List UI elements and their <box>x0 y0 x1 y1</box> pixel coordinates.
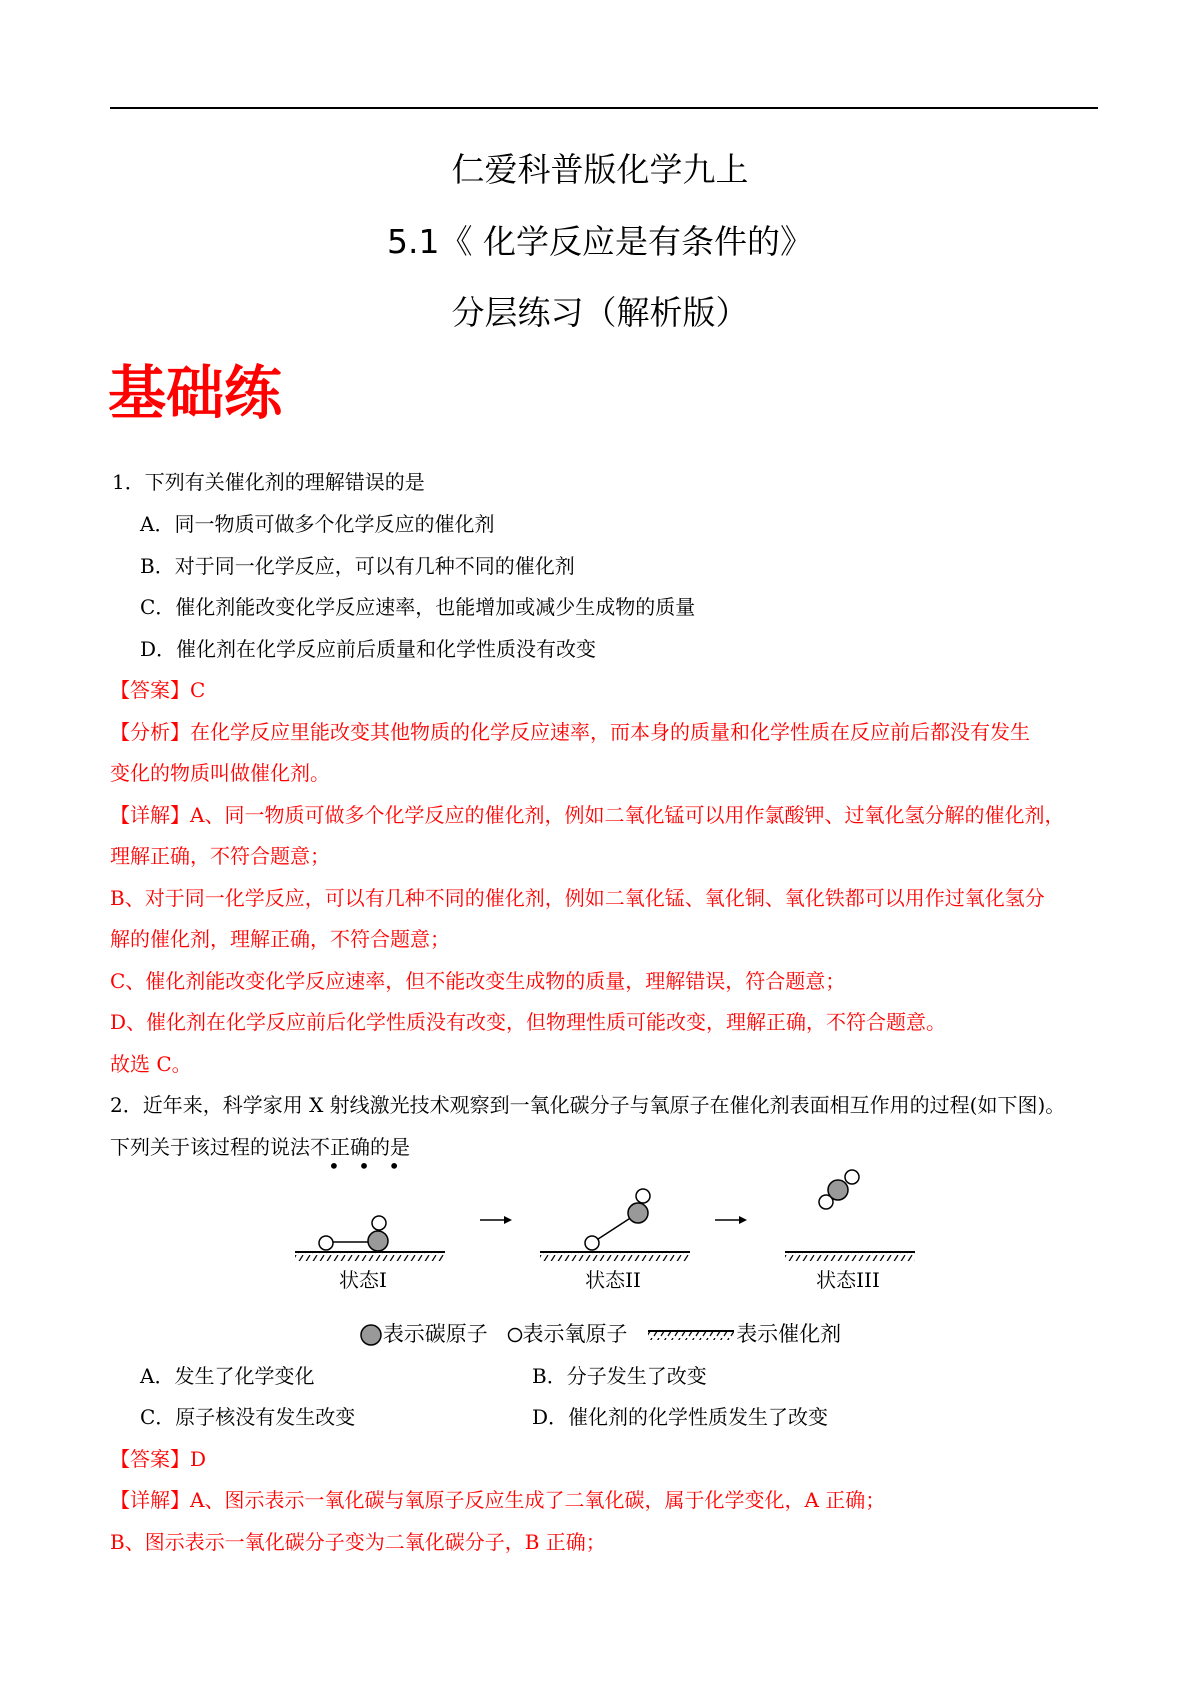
oxygen-atom <box>585 1236 599 1250</box>
arrow-icon <box>480 1216 512 1224</box>
q2-answer: 【答案】D <box>110 1447 207 1471</box>
q1-detail-line: 理解正确，不符合题意； <box>110 844 330 868</box>
legend-oxygen-label: 表示氧原子 <box>522 1321 628 1346</box>
legend-catalyst <box>646 1320 841 1348</box>
doc-subtitle: 5.1《 化学反应是有条件的》 <box>387 222 813 261</box>
q1-detail-line: 解的催化剂，理解正确，不符合题意； <box>110 927 450 951</box>
reaction-diagram <box>290 1175 920 1295</box>
state3-label: 状态III <box>816 1268 880 1292</box>
q2-stem-line1: 2．近年来，科学家用 X 射线激光技术观察到一氧化碳分子与氧原子在催化剂表面相互作用的过程(如下图)。 <box>110 1093 1066 1117</box>
legend-carbon <box>359 1320 488 1348</box>
q1-option-a: A．同一物质可做多个化学反应的催化剂 <box>140 512 495 536</box>
q2-option-d: D．催化剂的化学性质发生了改变 <box>532 1405 829 1429</box>
state2-label: 状态II <box>585 1268 641 1292</box>
header-rule <box>110 107 1098 109</box>
carbon-atom <box>828 1180 848 1200</box>
legend-catalyst-label: 表示催化剂 <box>736 1321 842 1346</box>
oxygen-atom <box>636 1189 650 1203</box>
q2-stem-line2: 下列关于该过程的说法不正确的是 <box>110 1135 410 1159</box>
section-title: 基础练 <box>108 359 283 427</box>
carbon-atom <box>368 1231 388 1251</box>
catalyst-surface-2 <box>540 1252 690 1261</box>
q2-option-a: A．发生了化学变化 <box>140 1364 315 1388</box>
doc-subtitle-2: 分层练习（解析版） <box>451 293 749 332</box>
state1-label: 状态I <box>339 1268 387 1292</box>
catalyst-surface-3 <box>785 1252 915 1261</box>
oxygen-atom-icon <box>507 1327 523 1343</box>
state1-molecules <box>319 1216 388 1251</box>
oxygen-atom <box>845 1170 859 1184</box>
state3-molecules <box>819 1170 859 1209</box>
doc-title: 仁爱科普版化学九上 <box>451 150 749 189</box>
q1-analysis-line: 【分析】在化学反应里能改变其他物质的化学反应速率，而本身的质量和化学性质在反应前后都没有发生 <box>110 720 1030 744</box>
carbon-atom <box>628 1203 648 1223</box>
q1-conclusion: 故选 C。 <box>110 1052 192 1076</box>
q2-option-c: C．原子核没有发生改变 <box>140 1405 356 1429</box>
q1-stem: 1．下列有关催化剂的理解错误的是 <box>112 470 425 494</box>
state2-molecules <box>585 1189 650 1250</box>
q1-answer: 【答案】C <box>110 678 206 702</box>
arrow-icon <box>715 1216 747 1224</box>
q2-detail-line: 【详解】A、图示表示一氧化碳与氧原子反应生成了二氧化碳，属于化学变化，A 正确； <box>110 1488 886 1512</box>
catalyst-surface-icon <box>646 1328 736 1342</box>
q1-detail-line: 【详解】A、同一物质可做多个化学反应的催化剂，例如二氧化锰可以用作氯酸钾、过氧化氢分解的催化剂， <box>110 803 1065 827</box>
q1-detail-line: C、催化剂能改变化学反应速率，但不能改变生成物的质量，理解错误，符合题意； <box>110 969 846 993</box>
q2-option-b: B．分子发生了改变 <box>532 1364 707 1388</box>
reaction-figure <box>290 1175 920 1295</box>
catalyst-surface-1 <box>295 1252 445 1261</box>
oxygen-atom <box>319 1236 333 1250</box>
q1-detail-line: B、对于同一化学反应，可以有几种不同的催化剂，例如二氧化锰、氧化铜、氧化铁都可以用作过氧化氢分 <box>110 886 1045 910</box>
q1-option-c: C．催化剂能改变化学反应速率，也能增加或减少生成物的质量 <box>140 595 696 619</box>
q2-detail-line: B、图示表示一氧化碳分子变为二氧化碳分子，B 正确； <box>110 1530 606 1554</box>
legend-oxygen <box>507 1320 628 1348</box>
q1-detail-line: D、催化剂在化学反应前后化学性质没有改变，但物理性质可能改变，理解正确，不符合题意。 <box>110 1010 947 1034</box>
q1-analysis-line: 变化的物质叫做催化剂。 <box>110 761 330 785</box>
emphasis-dots: • • • <box>328 1154 407 1178</box>
q1-option-d: D．催化剂在化学反应前后质量和化学性质没有改变 <box>140 637 597 661</box>
legend-carbon-label: 表示碳原子 <box>382 1321 488 1346</box>
oxygen-atom <box>372 1216 386 1230</box>
carbon-atom-icon <box>359 1323 383 1347</box>
figure-legend <box>0 1318 1200 1348</box>
q1-option-b: B．对于同一化学反应，可以有几种不同的催化剂 <box>140 554 575 578</box>
